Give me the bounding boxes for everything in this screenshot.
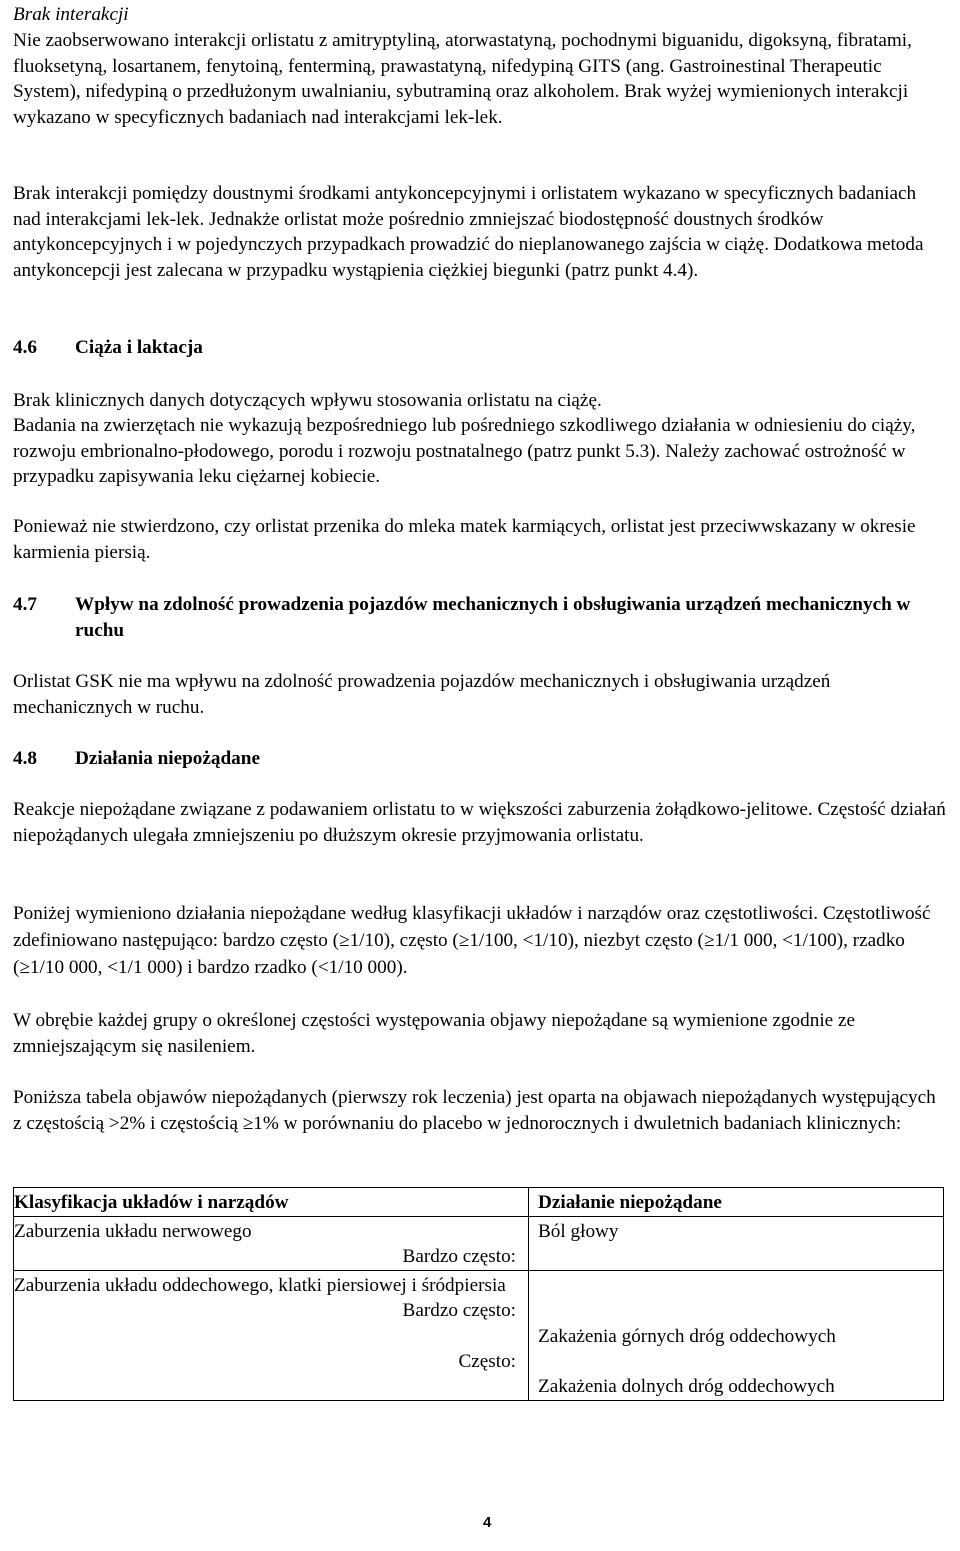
adverse-paragraph-4: Poniższa tabela objawów niepożądanych (pierwszy rok leczenia) jest oparta na objawach niepożądanych występujących z częstością >2% i częstością ≥1% w porównaniu do placebo w jednorocznych i dwuletnich badaniach klinicznych: — [13, 1087, 936, 1134]
section-heading-4-8 — [13, 746, 935, 772]
section-number: 4.7 — [13, 594, 37, 615]
table-header-cell: Klasyfikacja układów i narządów — [14, 1188, 529, 1217]
section-heading-4-7 — [13, 592, 935, 643]
table-header-cell: Działanie niepożądane — [529, 1188, 944, 1217]
adverse-effects-table — [13, 1187, 944, 1401]
soc-cell — [14, 1216, 529, 1270]
soc-label: Zaburzenia układu nerwowego — [14, 1220, 252, 1242]
adverse-paragraph-2: Poniżej wymieniono działania niepożądane według klasyfikacji układów i narządów oraz częstotliwości. Częstotliwość zdefiniowano następująco: bardzo często (≥1/10), często (≥1/100, <1/10), niezbyt często (≥1/1 000, <1/100), rzadko (≥1/10 000, <1/1 000) i bardzo rzadko (<1/10 000). — [13, 903, 931, 978]
effect-label: Zakażenia górnych dróg oddechowych — [538, 1325, 836, 1347]
section-heading-4-6 — [13, 335, 935, 361]
table-header-row — [14, 1188, 944, 1217]
cell-spacer — [14, 1324, 524, 1349]
section-number: 4.8 — [13, 748, 37, 769]
pregnancy-paragraph-2: Badania na zwierzętach nie wykazują bezpośredniego lub pośredniego szkodliwego działania w odniesieniu do ciąży, rozwoju embrionalno-płodowego, porodu i rozwoju postnatalnego (patrz punkt 5.3). Należy zachować ostrożność w przypadku zapisywania leku ciężarnej kobiecie. — [13, 415, 916, 488]
cell-spacer — [538, 1349, 939, 1374]
table-row — [14, 1216, 944, 1270]
effect-cell — [529, 1216, 944, 1270]
pregnancy-paragraph-1: Brak klinicznych danych dotyczących wpływu stosowania orlistatu na ciążę. — [13, 390, 602, 411]
frequency-label: Bardzo często: — [402, 1246, 516, 1268]
interactions-subtitle: Brak interakcji — [13, 4, 129, 25]
adverse-paragraph-1: Reakcje niepożądane związane z podawaniem orlistatu to w większości zaburzenia żołądkowo-jelitowe. Częstość działań niepożądanych ulegała zmniejszeniu po dłuższym okresie przyjmowania orlistatu. — [13, 799, 946, 846]
interactions-paragraph-2: Brak interakcji pomiędzy doustnymi środkami antykoncepcyjnymi i orlistatem wykazano w specyficznych badaniach nad interakcjami lek-lek. Jednakże orlistat może pośrednio zmniejszać biodostępność doustnych środków antykoncepcyjnych i w pojedynczych przypadkach prowadzić do nieplanowanego zajścia w ciążę. Dodatkowa metoda antykoncepcji jest zalecana w przypadku wystąpienia ciężkiej biegunki (patrz punkt 4.4). — [13, 183, 924, 281]
lactation-paragraph: Ponieważ nie stwierdzono, czy orlistat przenika do mleka matek karmiących, orlistat jest przeciwwskazany w okresie karmienia piersią. — [13, 516, 916, 563]
effect-cell — [529, 1270, 944, 1400]
effect-label: Zakażenia dolnych dróg oddechowych — [538, 1376, 835, 1398]
interactions-paragraph-1: Nie zaobserwowano interakcji orlistatu z amitryptyliną, atorwastatyną, pochodnymi biguanidu, digoksyną, fibratami, fluoksetyną, losartanem, fenytoiną, fenterminą, prawastatyną, nifedypiną GITS (ang. Gastroinestinal Therapeutic System), nifedypiną o przedłużonym uwalnianiu, sybutraminą oraz alkoholem. Brak wyżej wymienionych interakcji wykazano w specyficznych badaniach nad interakcjami lek-lek. — [13, 30, 912, 128]
soc-label: Zaburzenia układu oddechowego, klatki piersiowej i śródpiersia — [14, 1274, 506, 1296]
table-row — [14, 1270, 944, 1400]
frequency-label: Często: — [458, 1350, 516, 1372]
section-title: Wpływ na zdolność prowadzenia pojazdów mechanicznych i obsługiwania urządzeń mechanicznych w ruchu — [75, 594, 911, 641]
effect-label: Ból głowy — [538, 1220, 619, 1242]
frequency-label: Bardzo często: — [402, 1300, 516, 1322]
page-number: 4 — [483, 1514, 492, 1531]
adverse-paragraph-3: W obrębie każdej grupy o określonej częstości występowania objawy niepożądane są wymienione zgodnie ze zmniejszającym się nasileniem. — [13, 1010, 856, 1057]
driving-paragraph: Orlistat GSK nie ma wpływu na zdolność prowadzenia pojazdów mechanicznych i obsługiwania urządzeń mechanicznych w ruchu. — [13, 671, 831, 718]
cell-spacer — [538, 1273, 939, 1324]
section-title: Działania niepożądane — [75, 748, 260, 769]
section-number: 4.6 — [13, 337, 37, 358]
section-title: Ciąża i laktacja — [75, 337, 203, 358]
soc-cell — [14, 1270, 529, 1400]
